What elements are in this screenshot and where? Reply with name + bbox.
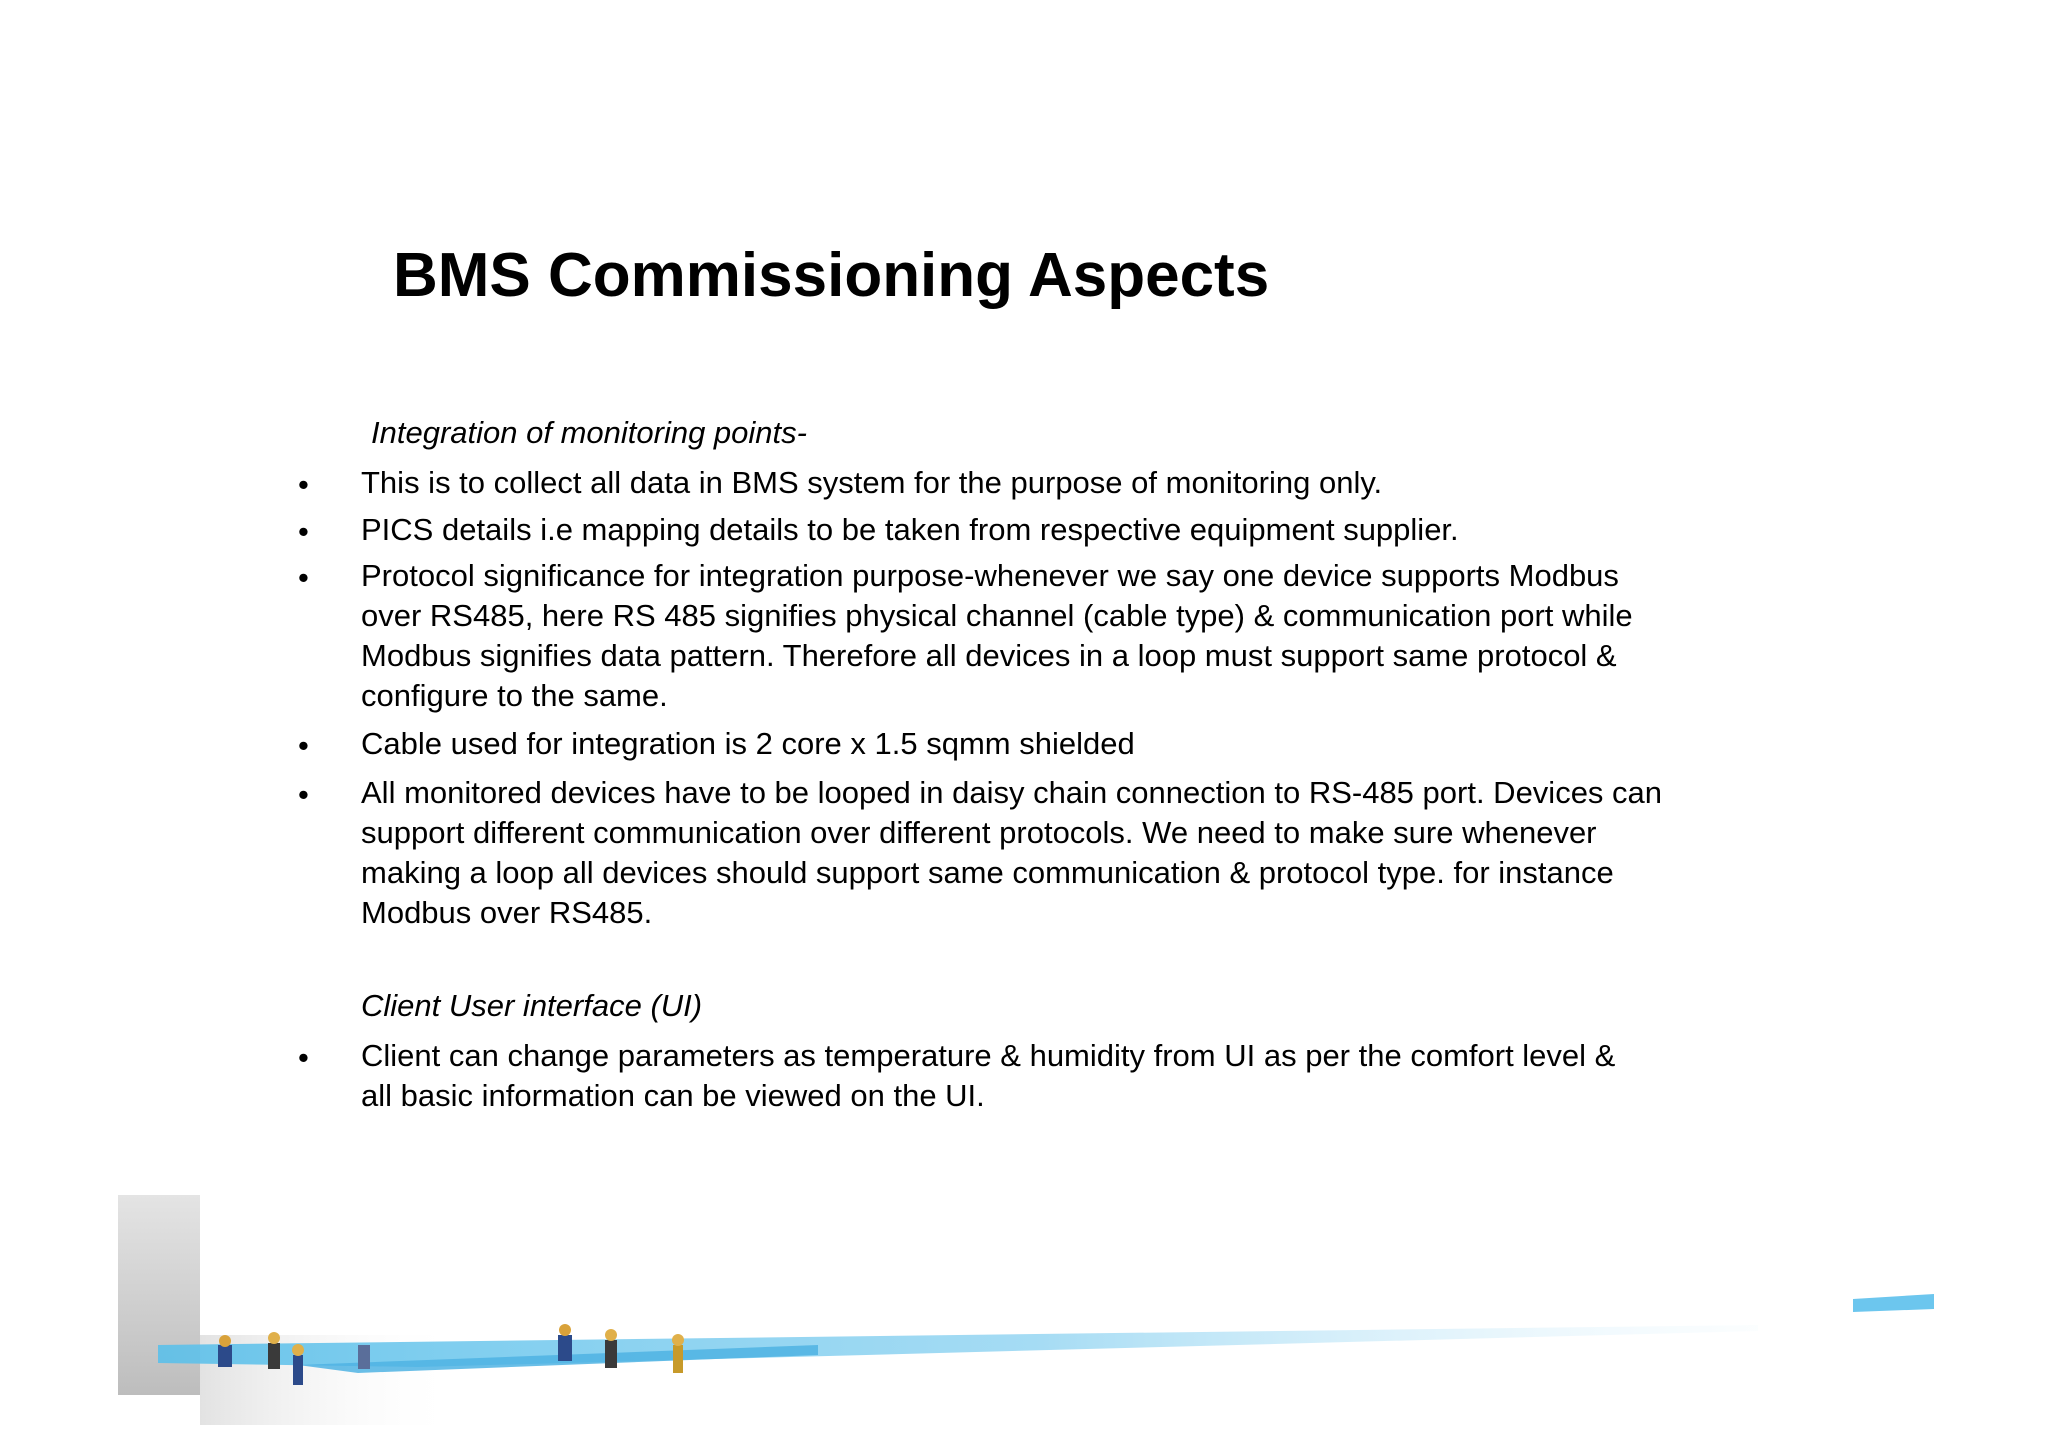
list-item-line: Modbus over RS485. bbox=[361, 895, 653, 930]
list-item-line: Modbus signifies data pattern. Therefore all devices in a loop must support same protocol & bbox=[361, 638, 1617, 673]
list-item-line: Client can change parameters as temperature & humidity from UI as per the comfort level & bbox=[361, 1038, 1616, 1073]
grey-block-shape bbox=[118, 1195, 200, 1395]
footer-banner-illustration bbox=[118, 1195, 1948, 1435]
bullet-marker: • bbox=[298, 777, 309, 812]
bullet-marker: • bbox=[298, 560, 309, 595]
list-item-line: over RS485, here RS 485 signifies physical channel (cable type) & communication port while bbox=[361, 598, 1633, 633]
list-item bbox=[361, 463, 1761, 503]
list-item-line: making a loop all devices should support same communication & protocol type. for instance bbox=[361, 855, 1614, 890]
list-item-line: PICS details i.e mapping details to be taken from respective equipment supplier. bbox=[361, 512, 1459, 547]
list-item-line: configure to the same. bbox=[361, 678, 668, 713]
list-item bbox=[361, 556, 1761, 716]
bullet-marker: • bbox=[298, 1040, 309, 1075]
bullet-marker: • bbox=[298, 467, 309, 502]
list-item bbox=[361, 510, 1761, 550]
section-heading-integration: Integration of monitoring points- bbox=[371, 415, 807, 450]
section-heading-client-ui: Client User interface (UI) bbox=[361, 988, 703, 1023]
blue-bar-right-shape bbox=[1853, 1294, 1934, 1312]
list-item-line: All monitored devices have to be looped in daisy chain connection to RS-485 port. Devices can bbox=[361, 775, 1663, 810]
blue-sweep-shape bbox=[158, 1325, 1758, 1367]
bullet-marker: • bbox=[298, 514, 309, 549]
list-item-line: support different communication over different protocols. We need to make sure whenever bbox=[361, 815, 1597, 850]
list-item-line: Cable used for integration is 2 core x 1.5 sqmm shielded bbox=[361, 726, 1135, 761]
list-item bbox=[361, 724, 1761, 764]
list-item-line: all basic information can be viewed on the UI. bbox=[361, 1078, 985, 1113]
list-item bbox=[361, 1036, 1761, 1116]
slide-title: BMS Commissioning Aspects bbox=[393, 241, 1270, 310]
bullet-marker: • bbox=[298, 728, 309, 763]
list-item bbox=[361, 773, 1761, 933]
list-item-line: This is to collect all data in BMS system for the purpose of monitoring only. bbox=[361, 465, 1383, 500]
list-item-line: Protocol significance for integration purpose-whenever we say one device supports Modbus bbox=[361, 558, 1619, 593]
